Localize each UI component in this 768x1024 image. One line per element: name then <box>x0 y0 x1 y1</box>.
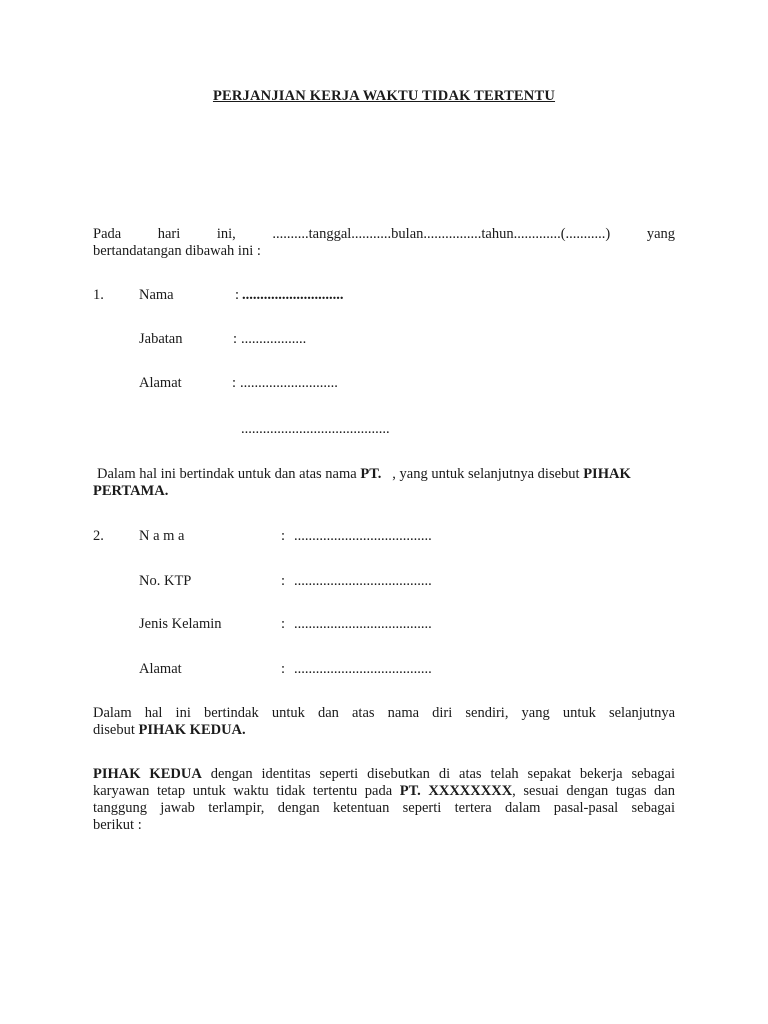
role-pihak: PIHAK <box>583 466 631 482</box>
intro-paragraph <box>93 226 675 260</box>
party2-ktp-label: No. KTP <box>139 573 192 589</box>
statement-text: Dalam hal ini bertindak untuk dan atas nama <box>97 466 361 482</box>
intro-line-1 <box>93 226 675 243</box>
party1-name-value: ............................ <box>242 287 344 303</box>
party2-number: 2. <box>93 528 104 544</box>
party1-alamat-label: Alamat <box>139 375 182 391</box>
party2-alamat-sep: : <box>281 661 286 677</box>
intro-word: ini, <box>216 226 236 242</box>
intro-date-placeholder: ..........tanggal...........bulan................tahun.............(...........) <box>272 226 611 242</box>
party2-gender-label: Jenis Kelamin <box>139 616 222 632</box>
party2-gender-sep: : <box>281 616 286 632</box>
statement-text: , yang untuk selanjutnya disebut <box>381 466 584 482</box>
agreement-text: dengan identitas seperti disebutkan di atas telah sepakat bekerja sebagai <box>201 766 675 782</box>
agreement-text: karyawan tetap untuk waktu tidak tertentu pada <box>93 783 400 799</box>
party1-jabatan-value: .................. <box>241 331 307 347</box>
intro-line-2: bertandatangan dibawah ini : <box>93 243 261 259</box>
party1-alamat-sep: : <box>232 375 237 391</box>
agreement-text: , sesuai dengan tugas dan <box>512 783 675 799</box>
agreement-paragraph <box>93 766 675 834</box>
party2-name-value: ...................................... <box>294 528 432 544</box>
party1-name-label: Nama <box>139 287 174 303</box>
party2-ktp-value: ...................................... <box>294 573 432 589</box>
party1-jabatan-label: Jabatan <box>139 331 183 347</box>
intro-word: yang <box>646 226 675 242</box>
party2-name-sep: : <box>281 528 286 544</box>
party2-ktp-sep: : <box>281 573 286 589</box>
company-name: PT. <box>360 466 382 482</box>
agreement-line-4: berikut : <box>93 817 142 833</box>
party1-name-sep: : <box>235 287 240 303</box>
party1-number: 1. <box>93 287 104 303</box>
party2-statement <box>93 705 675 739</box>
party2-name-label: N a m a <box>139 528 185 544</box>
agreement-company: PT. XXXXXXXX <box>399 783 513 799</box>
agreement-line-1 <box>93 766 675 783</box>
party2-gender-value: ...................................... <box>294 616 432 632</box>
intro-word: hari <box>157 226 181 242</box>
party2-alamat-label: Alamat <box>139 661 182 677</box>
agreement-line-2 <box>93 783 675 800</box>
party1-jabatan-sep: : <box>233 331 238 347</box>
statement-text: disebut <box>93 722 139 738</box>
role-pihak-kedua: PIHAK KEDUA. <box>138 722 246 738</box>
party1-alamat-continuation: ......................................... <box>241 421 390 437</box>
party2-statement-line-1: Dalam hal ini bertindak untuk dan atas nama diri sendiri, yang untuk selanjutnya <box>93 705 675 721</box>
document-title: PERJANJIAN KERJA WAKTU TIDAK TERTENTU <box>212 88 556 104</box>
party2-alamat-value: ...................................... <box>294 661 432 677</box>
agreement-lead: PIHAK KEDUA <box>93 766 202 782</box>
agreement-line-3: tanggung jawab terlampir, dengan ketentuan seperti tertera dalam pasal-pasal sebagai <box>93 800 675 816</box>
role-pertama: PERTAMA. <box>93 483 169 499</box>
party1-alamat-value: ........................... <box>240 375 338 391</box>
party1-statement <box>93 466 675 500</box>
intro-word: Pada <box>93 226 122 242</box>
party1-statement-line-1 <box>97 466 675 483</box>
